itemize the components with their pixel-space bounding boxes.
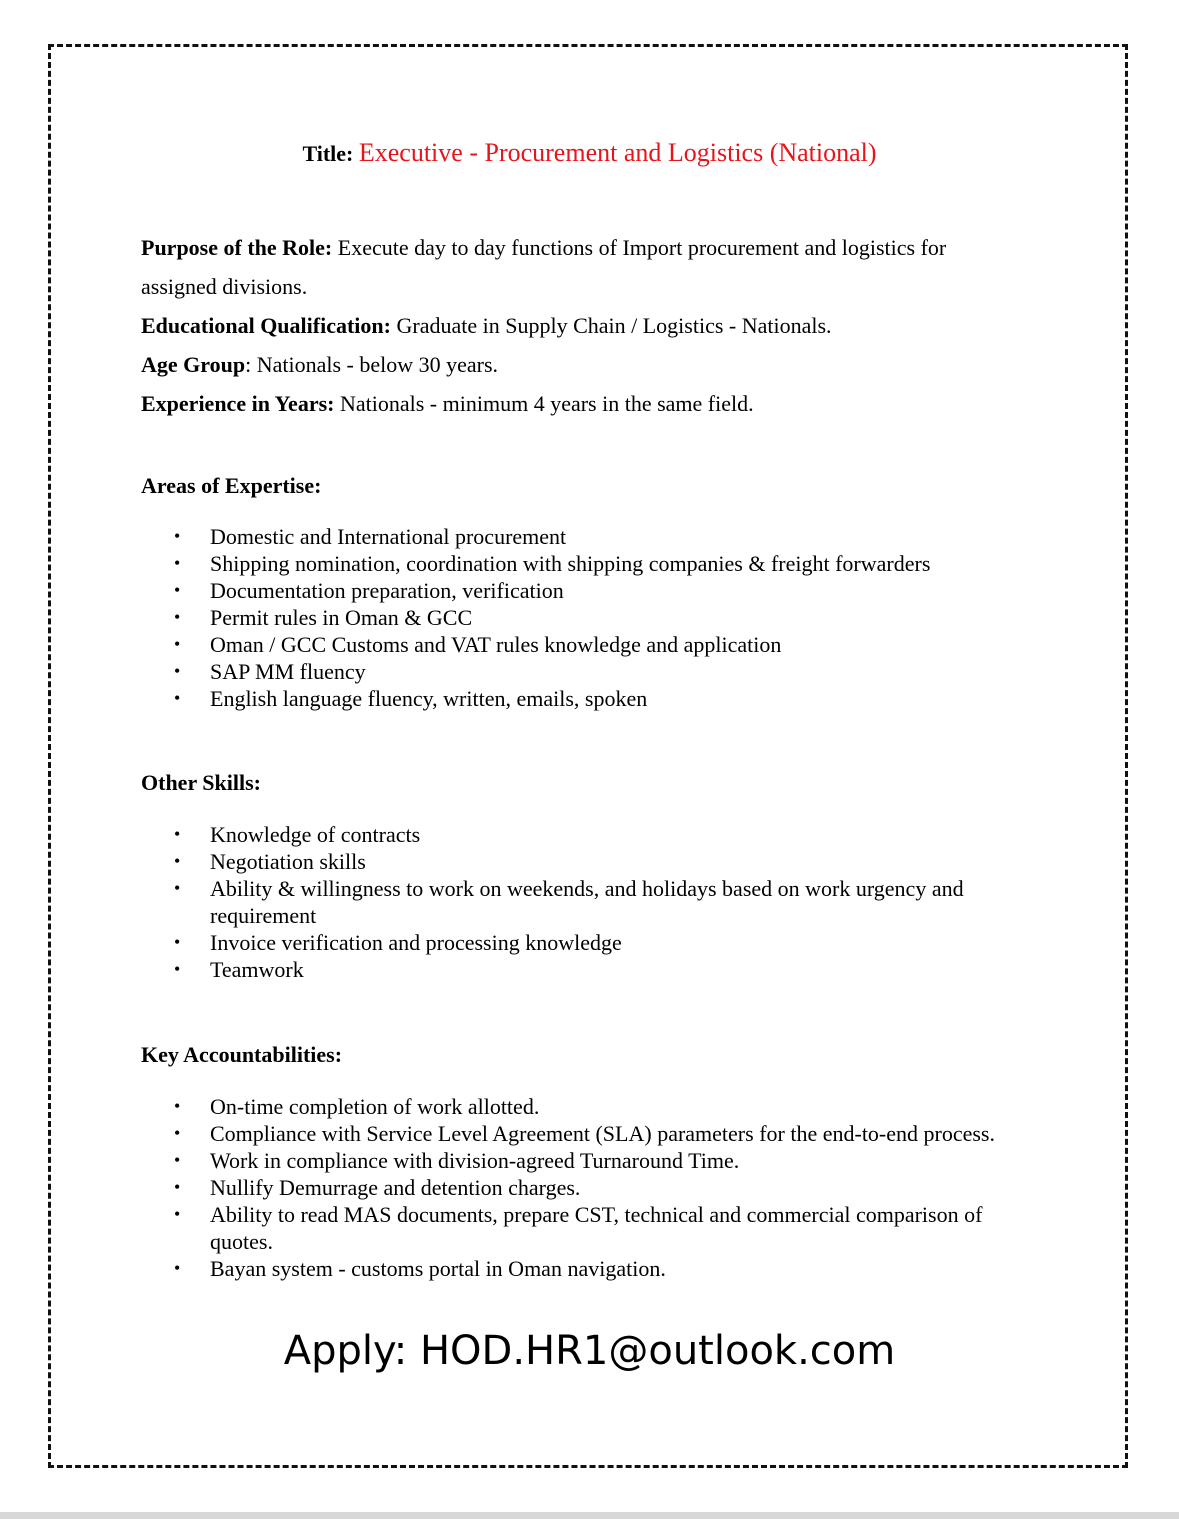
title-value: Executive - Procurement and Logistics (National) (358, 138, 877, 167)
skill-item-text: Knowledge of contracts (210, 822, 421, 847)
job-title (0, 137, 1179, 170)
expertise-heading: Areas of Expertise: (141, 473, 322, 498)
bullet-icon: • (174, 634, 181, 654)
accountability-item-text: Nullify Demurrage and detention charges. (210, 1175, 581, 1200)
bullet-icon: • (174, 851, 181, 871)
purpose-label: Purpose of the Role: (141, 235, 333, 260)
age-group-label: Age Group (141, 352, 246, 377)
bullet-icon: • (174, 932, 181, 952)
bullet-icon: • (174, 607, 181, 627)
accountability-item (141, 1255, 1041, 1282)
accountability-item (141, 1120, 1041, 1147)
accountability-item (141, 1093, 1041, 1120)
expertise-item-text: Documentation preparation, verification (210, 578, 564, 603)
page-bottom-bar (0, 1512, 1179, 1519)
accountability-item-text: Bayan system - customs portal in Oman navigation. (210, 1256, 666, 1281)
skill-item (141, 929, 1041, 956)
age-group (141, 345, 1041, 384)
apply-email: Apply: HOD.HR1@outlook.com (283, 1328, 896, 1374)
expertise-item-text: English language fluency, written, emails, spoken (210, 686, 648, 711)
expertise-item-text: Permit rules in Oman & GCC (210, 605, 473, 630)
bullet-icon: • (174, 824, 181, 844)
expertise-item (141, 523, 1041, 550)
bullet-icon: • (174, 1177, 181, 1197)
experience-in-years (141, 384, 1041, 423)
age-group-value: : Nationals - below 30 years. (245, 352, 499, 377)
expertise-item (141, 550, 1041, 577)
purpose-text-line1: Execute day to day functions of Import procurement and logistics for (337, 235, 947, 260)
expertise-item-text: Oman / GCC Customs and VAT rules knowledge and application (210, 632, 782, 657)
other-skills-heading: Other Skills: (141, 770, 262, 795)
accountabilities-list (141, 1093, 1041, 1282)
accountability-item-text: Ability to read MAS documents, prepare CST, technical and commercial comparison of quotes. (210, 1202, 983, 1254)
bullet-icon: • (174, 1096, 181, 1116)
qualification-value: Graduate in Supply Chain / Logistics - Nationals. (396, 313, 832, 338)
bullet-icon: • (174, 1150, 181, 1170)
skill-item-text: Invoice verification and processing knowledge (210, 930, 622, 955)
expertise-item-text: Shipping nomination, coordination with shipping companies & freight forwarders (210, 551, 931, 576)
bullet-icon: • (174, 1258, 181, 1278)
skill-item-text: Teamwork (210, 957, 304, 982)
skill-item (141, 956, 1041, 983)
expertise-item-text: Domestic and International procurement (210, 524, 567, 549)
skill-item-text: Ability & willingness to work on weekends, and holidays based on work urgency and requirement (210, 876, 964, 928)
accountabilities-heading: Key Accountabilities: (141, 1042, 343, 1067)
other-skills-list (141, 821, 1041, 983)
expertise-item (141, 685, 1041, 712)
accountability-item (141, 1201, 1041, 1255)
experience-label: Experience in Years: (141, 391, 335, 416)
bullet-icon: • (174, 553, 181, 573)
title-label: Title: (302, 141, 354, 166)
accountability-item-text: Compliance with Service Level Agreement (SLA) parameters for the end-to-end process. (210, 1121, 995, 1146)
skill-item (141, 848, 1041, 875)
expertise-item-text: SAP MM fluency (210, 659, 366, 684)
accountability-item (141, 1147, 1041, 1174)
bullet-icon: • (174, 580, 181, 600)
purpose-text-line2: assigned divisions. (141, 274, 308, 299)
bullet-icon: • (174, 1123, 181, 1143)
expertise-item (141, 604, 1041, 631)
purpose-of-role (141, 228, 1041, 306)
skill-item (141, 821, 1041, 848)
expertise-list (141, 523, 1041, 712)
job-description-body (141, 228, 1041, 1282)
expertise-item (141, 577, 1041, 604)
bullet-icon: • (174, 688, 181, 708)
bullet-icon: • (174, 526, 181, 546)
accountability-item-text: Work in compliance with division-agreed Turnaround Time. (210, 1148, 740, 1173)
expertise-item (141, 631, 1041, 658)
experience-value: Nationals - minimum 4 years in the same field. (339, 391, 754, 416)
qualification-label: Educational Qualification: (141, 313, 391, 338)
bullet-icon: • (174, 878, 181, 898)
skill-item-text: Negotiation skills (210, 849, 366, 874)
bullet-icon: • (174, 1204, 181, 1224)
accountability-item (141, 1174, 1041, 1201)
bullet-icon: • (174, 661, 181, 681)
educational-qualification (141, 306, 1041, 345)
bullet-icon: • (174, 959, 181, 979)
expertise-item (141, 658, 1041, 685)
accountability-item-text: On-time completion of work allotted. (210, 1094, 540, 1119)
skill-item (141, 875, 1041, 929)
